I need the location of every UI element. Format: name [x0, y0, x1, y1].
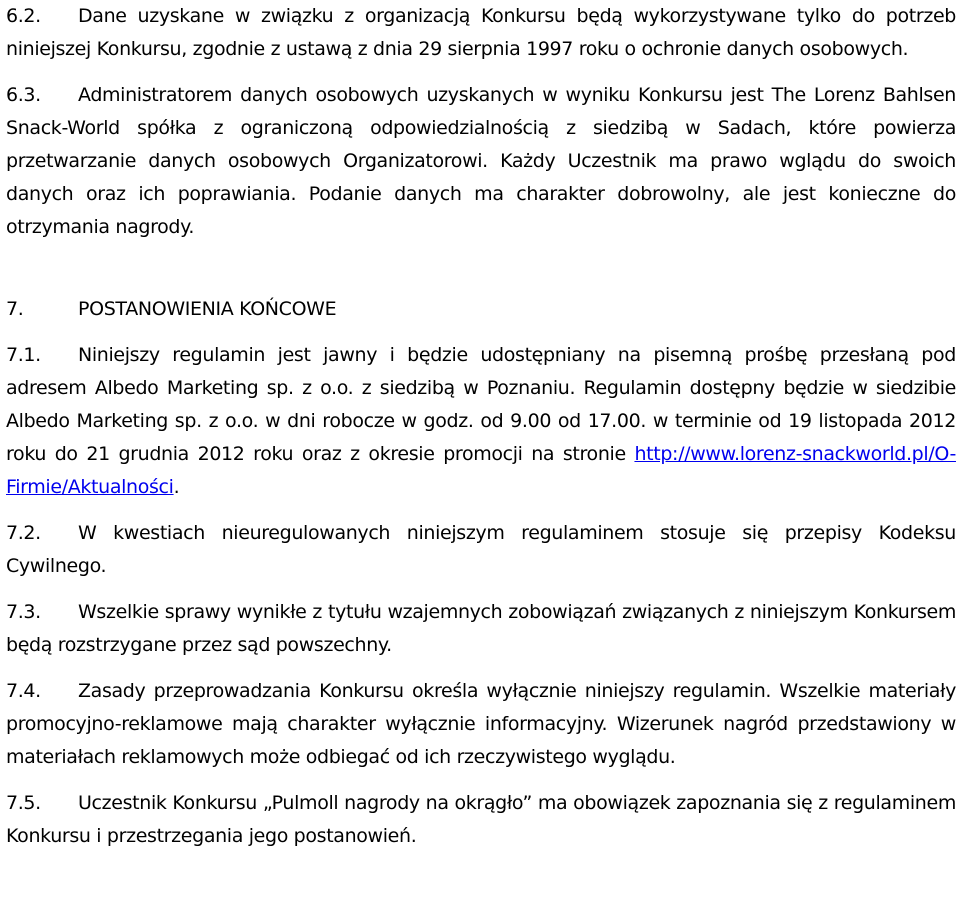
- paragraph-end: .: [173, 476, 180, 498]
- paragraph-text: Administratorem danych osobowych uzyskanych w wyniku Konkursu jest The Lorenz Bahlsen Snack-World spółka z ograniczoną odpowiedzialnością z siedzibą w Sadach, które powierza przetwarzanie danych osobowych Organizatorowi. Każdy Uczestnik ma prawo wglądu do swoich danych oraz ich poprawiania. Podanie danych ma charakter dobrowolny, ale jest konieczne do otrzymania nagrody.: [6, 84, 956, 238]
- paragraph-text: Wszelkie sprawy wynikłe z tytułu wzajemnych zobowiązań związanych z niniejszym Konkursem będą rozstrzygane przez sąd powszechny.: [6, 601, 956, 656]
- paragraph-number: 6.2.: [6, 5, 41, 27]
- section-heading-7: [6, 293, 956, 326]
- paragraph-7-1: [6, 339, 956, 504]
- paragraph-6-2: [6, 0, 956, 66]
- paragraph-number: 7.5.: [6, 792, 41, 814]
- paragraph-text: Dane uzyskane w związku z organizacją Konkursu będą wykorzystywane tylko do potrzeb niniejszej Konkursu, zgodnie z ustawą z dnia 29 sierpnia 1997 roku o ochronie danych osobowych.: [6, 5, 956, 60]
- paragraph-7-5: [6, 787, 956, 853]
- paragraph-number: 6.3.: [6, 84, 41, 106]
- paragraph-number: 7.4.: [6, 680, 41, 702]
- paragraph-7-4: [6, 675, 956, 774]
- section-number: 7.: [6, 298, 24, 320]
- paragraph-number: 7.2.: [6, 522, 41, 544]
- paragraph-7-2: [6, 517, 956, 583]
- paragraph-7-3: [6, 596, 956, 662]
- section-title: POSTANOWIENIA KOŃCOWE: [78, 298, 337, 320]
- paragraph-number: 7.3.: [6, 601, 41, 623]
- promotion-page-link[interactable]: http://www.lorenz-snackworld.pl/O-Firmie/Aktualności: [6, 443, 956, 498]
- paragraph-text: W kwestiach nieuregulowanych niniejszym regulaminem stosuje się przepisy Kodeksu Cywilnego.: [6, 522, 956, 577]
- paragraph-text: Niniejszy regulamin jest jawny i będzie udostępniany na pisemną prośbę przesłaną pod adresem Albedo Marketing sp. z o.o. z siedzibą w Poznaniu. Regulamin dostępny będzie w siedzibie Albedo Marketing sp. z o.o. w dni robocze w godz. od 9.00 od 17.00. w terminie od 19 listopada 2012 roku do 21 grudnia 2012 roku oraz z okresie promocji na stronie: [6, 344, 956, 465]
- document-page: [6, 0, 956, 853]
- paragraph-number: 7.1.: [6, 344, 41, 366]
- paragraph-text: Zasady przeprowadzania Konkursu określa wyłącznie niniejszy regulamin. Wszelkie materiały promocyjno-reklamowe mają charakter wyłącznie informacyjny. Wizerunek nagród przedstawiony w materiałach reklamowych może odbiegać od ich rzeczywistego wyglądu.: [6, 680, 956, 768]
- paragraph-6-3: [6, 79, 956, 244]
- paragraph-text: Uczestnik Konkursu „Pulmoll nagrody na okrągło” ma obowiązek zapoznania się z regulaminem Konkursu i przestrzegania jego postanowień.: [6, 792, 956, 847]
